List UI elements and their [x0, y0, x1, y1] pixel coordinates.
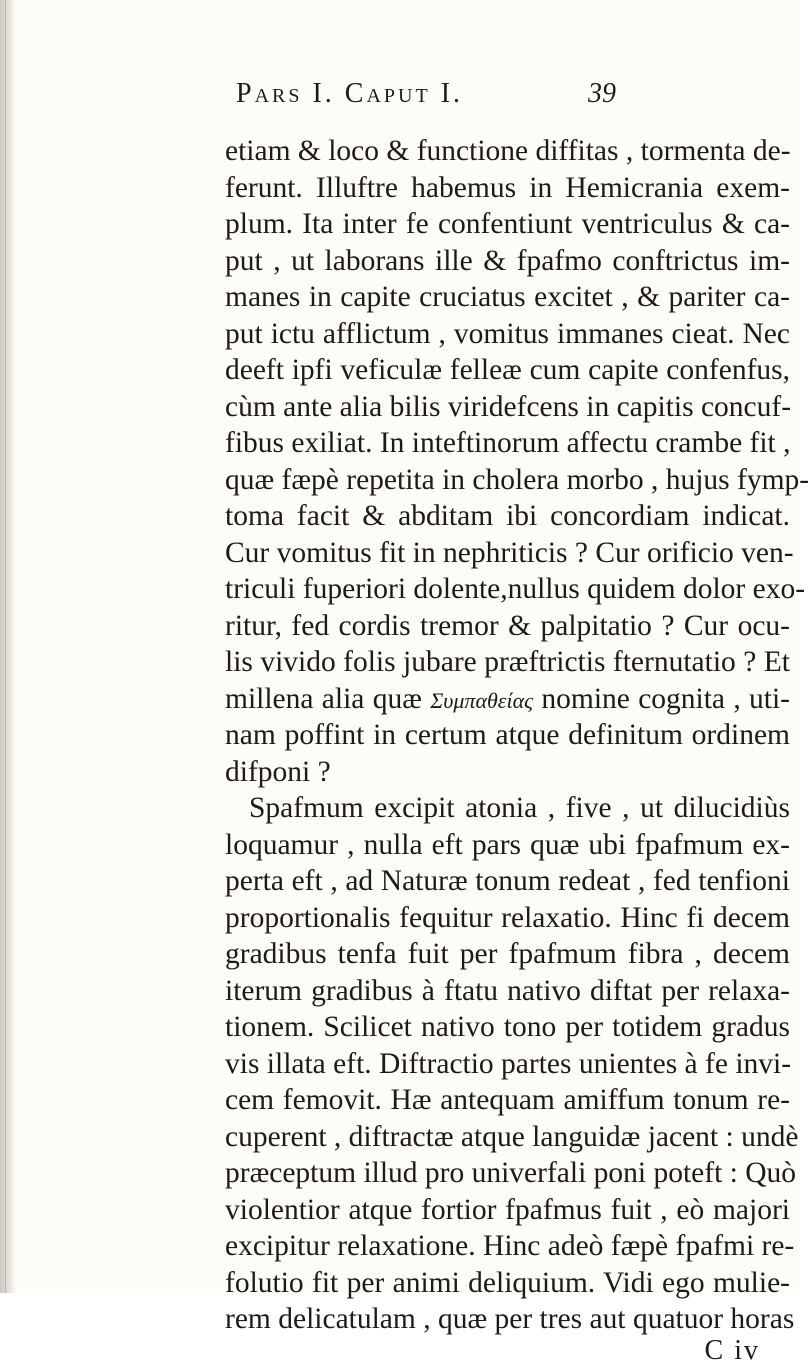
text-line: ferunt. Illuftre habemus in Hemicrania exem- [225, 171, 790, 204]
text-line: Cur vomitus fit in nephriticis ? Cur orificio ven- [225, 536, 794, 569]
page-number: 39 [588, 78, 616, 109]
text-line: gradibus tenfa fuit per fpafmum fibra , decem [225, 938, 790, 970]
text-line: iterum gradibus à ftatu nativo diftat per relaxa- [225, 974, 790, 1007]
text-line: cùm ante alia bilis viridefcens in capitis concuf- [225, 390, 792, 423]
text-line: deeft ipfi veficulæ felleæ cum capite confenfus, [225, 354, 790, 386]
text-line: perta eft , ad Naturæ tonum redeat , fed tenfioni [225, 865, 790, 897]
text-line: quæ fæpè repetita in cholera morbo , hujus fymp- [225, 463, 809, 496]
text-line: lis vivido folis jubare præftrictis fternutatio ? Et [225, 646, 790, 678]
text-line: loquamur , nulla eft pars quæ ubi fpafmum ex- [225, 828, 790, 861]
paragraph-start-line: Spafmum excipit atonia , five , ut dilucidiùs [249, 792, 790, 824]
text-line: put ictu afflictum , vomitus immanes cieat. Nec [225, 317, 790, 350]
text-line: proportionalis fequitur relaxatio. Hinc fi decem [225, 901, 790, 934]
signature-mark: C iv [704, 1334, 760, 1366]
text-line: etiam & loco & functione diffitas , tormenta de- [225, 135, 791, 167]
text-line: ritur, fed cordis tremor & palpitatio ? Cur ocu- [225, 609, 790, 642]
greek-word: Συμπαθείας [430, 687, 534, 713]
text-line-with-greek [225, 681, 790, 718]
text-body [225, 133, 809, 1366]
text-fragment: nomine cognita , uti- [541, 682, 791, 715]
text-line: rem delicatulam , quæ per tres aut quatuor horas [225, 1303, 795, 1335]
text-line: manes in capite cruciatus excitet , & pariter ca- [225, 281, 790, 313]
text-line: toma facit & abditam ibi concordiam indicat. [225, 500, 790, 532]
text-line: difponi ? [225, 755, 331, 788]
binding-edge [0, 0, 16, 1293]
text-line: vis illata eft. Diftractio partes unientes à fe invi- [225, 1047, 792, 1080]
running-head: Pars I. Caput I. [236, 78, 464, 109]
text-line: fibus exiliat. In inteftinorum affectu crambe fit , [225, 427, 791, 459]
text-line: nam poffint in certum atque definitum ordinem [225, 719, 790, 751]
text-line: violentior atque fortior fpafmus fuit , eò majori [225, 1193, 790, 1226]
text-line: tionem. Scilicet nativo tono per totidem gradus [225, 1011, 790, 1043]
text-line: triculi fuperiori dolente,nullus quidem dolor exo- [225, 573, 806, 605]
text-line: præceptum illud pro univerfali poni poteft : Quò [225, 1157, 797, 1189]
text-line: excipitur relaxatione. Hinc adeò fæpè fpafmi re- [225, 1230, 795, 1262]
page-header [236, 78, 616, 118]
text-line: plum. Ita inter fe confentiunt ventriculus & ca- [225, 208, 790, 240]
text-line: cuperent , diftractæ atque languidæ jacent : undè [225, 1120, 799, 1153]
text-line: folutio fit per animi deliquium. Vidi ego mulie- [225, 1266, 790, 1299]
text-fragment: millena alia quæ [225, 682, 422, 715]
text-line: put , ut laborans ille & fpafmo conftrictus im- [225, 244, 790, 277]
text-line: cem femovit. Hæ antequam amiffum tonum re- [225, 1084, 790, 1116]
